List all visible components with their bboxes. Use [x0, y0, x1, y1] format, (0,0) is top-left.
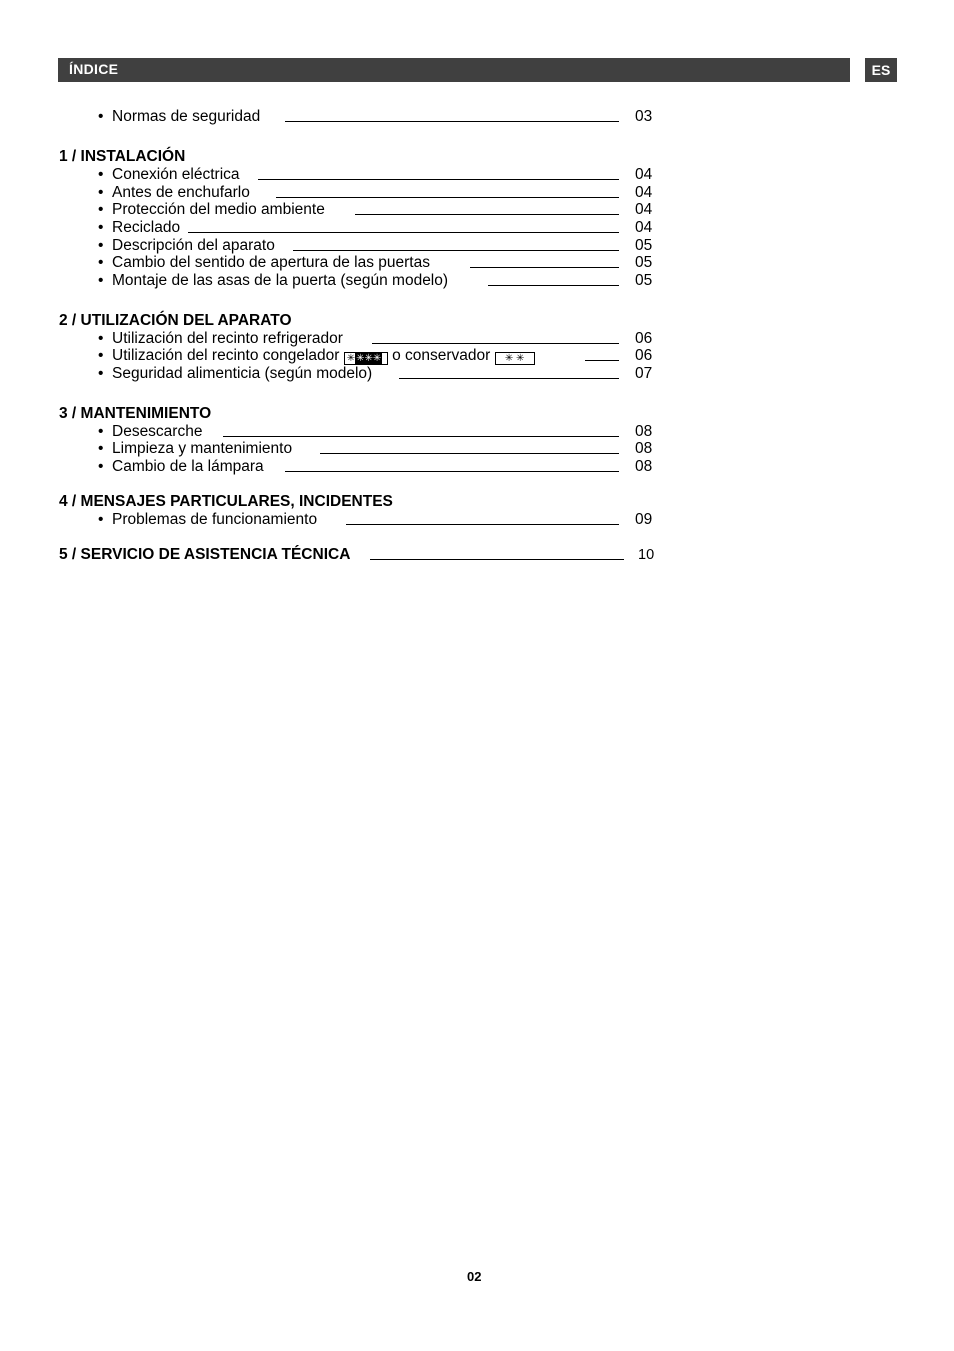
toc-item-page: 06 [635, 347, 653, 364]
toc-item[interactable] [0, 254, 660, 272]
leader-line [372, 343, 619, 344]
toc-item-label: Cambio de la lámpara [112, 458, 264, 475]
leader-line [355, 214, 619, 215]
toc-item[interactable] [0, 166, 660, 184]
bullet: • [98, 272, 104, 289]
toc-item-page: 04 [635, 184, 653, 201]
bullet: • [98, 347, 104, 364]
page-title: ÍNDICE [69, 61, 119, 77]
section-title-service: 5 / SERVICIO DE ASISTENCIA TÉCNICA [59, 546, 351, 563]
conservator-star-icon [495, 352, 535, 365]
toc-item-page: 08 [635, 440, 653, 457]
toc-item-page: 08 [635, 423, 653, 440]
bullet: • [98, 201, 104, 218]
toc-item-label-mid: o conservador [392, 347, 491, 364]
star-symbol: ✳ ✳ [504, 353, 525, 364]
toc-item-label: Seguridad alimenticia (según modelo) [112, 365, 373, 382]
toc-item-label: Reciclado [112, 219, 181, 236]
section-title-installation[interactable]: 1 / INSTALACIÓN [59, 148, 186, 165]
toc-item-label-start: Utilización del recinto congelador [112, 347, 340, 364]
toc-item-label: Cambio del sentido de apertura de las puertas [112, 254, 430, 271]
leader-line [223, 436, 619, 437]
leader-line [276, 197, 619, 198]
toc-item-label: Normas de seguridad [112, 108, 261, 125]
toc-item[interactable] [0, 365, 660, 383]
section-title-messages[interactable]: 4 / MENSAJES PARTICULARES, INCIDENTES [59, 493, 393, 510]
toc-item[interactable] [0, 330, 660, 348]
toc-item-page: 03 [635, 108, 653, 125]
toc-item-label: Protección del medio ambiente [112, 201, 325, 218]
toc-item-label: Descripción del aparato [112, 237, 275, 254]
toc-section-service[interactable] [0, 546, 660, 564]
toc-item-label: Antes de enchufarlo [112, 184, 250, 201]
leader-line [399, 378, 619, 379]
bullet: • [98, 219, 104, 236]
bullet: • [98, 330, 104, 347]
toc-item-page: 05 [635, 237, 653, 254]
toc-item-page: 05 [635, 272, 653, 289]
bullet: • [98, 440, 104, 457]
toc-item[interactable] [0, 219, 660, 237]
bullet: • [98, 166, 104, 183]
leader-line [488, 285, 619, 286]
toc-item-label: Montaje de las asas de la puerta (según modelo) [112, 272, 449, 289]
toc-item-safety[interactable] [0, 108, 660, 126]
language-badge: ES [865, 58, 897, 82]
leader-line [293, 250, 619, 251]
toc-item-page: 10 [638, 547, 655, 563]
toc-item-page: 08 [635, 458, 653, 475]
star-symbol: ✳ [346, 353, 356, 364]
toc-item[interactable] [0, 184, 660, 202]
leader-line [188, 232, 619, 233]
toc-item-label [112, 347, 535, 365]
toc-item[interactable] [0, 458, 660, 476]
toc-item-label: Limpieza y mantenimiento [112, 440, 293, 457]
bullet: • [98, 511, 104, 528]
leader-line [258, 179, 619, 180]
toc-item-page: 09 [635, 511, 653, 528]
leader-line [585, 360, 619, 361]
toc-item[interactable] [0, 201, 660, 219]
toc-item-page: 04 [635, 166, 653, 183]
bullet: • [98, 237, 104, 254]
toc-item[interactable] [0, 440, 660, 458]
leader-line [470, 267, 619, 268]
toc-item[interactable] [0, 272, 660, 290]
page-number: 02 [467, 1269, 482, 1284]
toc-item-label: Conexión eléctrica [112, 166, 240, 183]
leader-line [346, 524, 619, 525]
freezer-star-icon [344, 352, 388, 365]
toc-item-label: Desescarche [112, 423, 203, 440]
leader-line [370, 559, 624, 560]
toc-item-page: 07 [635, 365, 653, 382]
toc-item-page: 04 [635, 201, 653, 218]
section-title-usage[interactable]: 2 / UTILIZACIÓN DEL APARATO [59, 312, 292, 329]
toc-item[interactable] [0, 237, 660, 255]
header-bar [58, 58, 850, 82]
bullet: • [98, 423, 104, 440]
toc-item-page: 04 [635, 219, 653, 236]
toc-item-label: Utilización del recinto refrigerador [112, 330, 343, 347]
leader-line [320, 453, 619, 454]
leader-line [285, 471, 619, 472]
leader-line [285, 121, 619, 122]
section-title-maintenance[interactable]: 3 / MANTENIMIENTO [59, 405, 212, 422]
toc-item-page: 06 [635, 330, 653, 347]
toc-item-page: 05 [635, 254, 653, 271]
bullet: • [98, 365, 104, 382]
toc-item[interactable] [0, 511, 660, 529]
bullet: • [98, 254, 104, 271]
toc-item[interactable] [0, 347, 660, 365]
toc-item[interactable] [0, 423, 660, 441]
toc-item-label: Problemas de funcionamiento [112, 511, 318, 528]
star-symbol-dark: ✳✳✳ [356, 353, 382, 364]
bullet: • [98, 108, 104, 125]
bullet: • [98, 184, 104, 201]
bullet: • [98, 458, 104, 475]
